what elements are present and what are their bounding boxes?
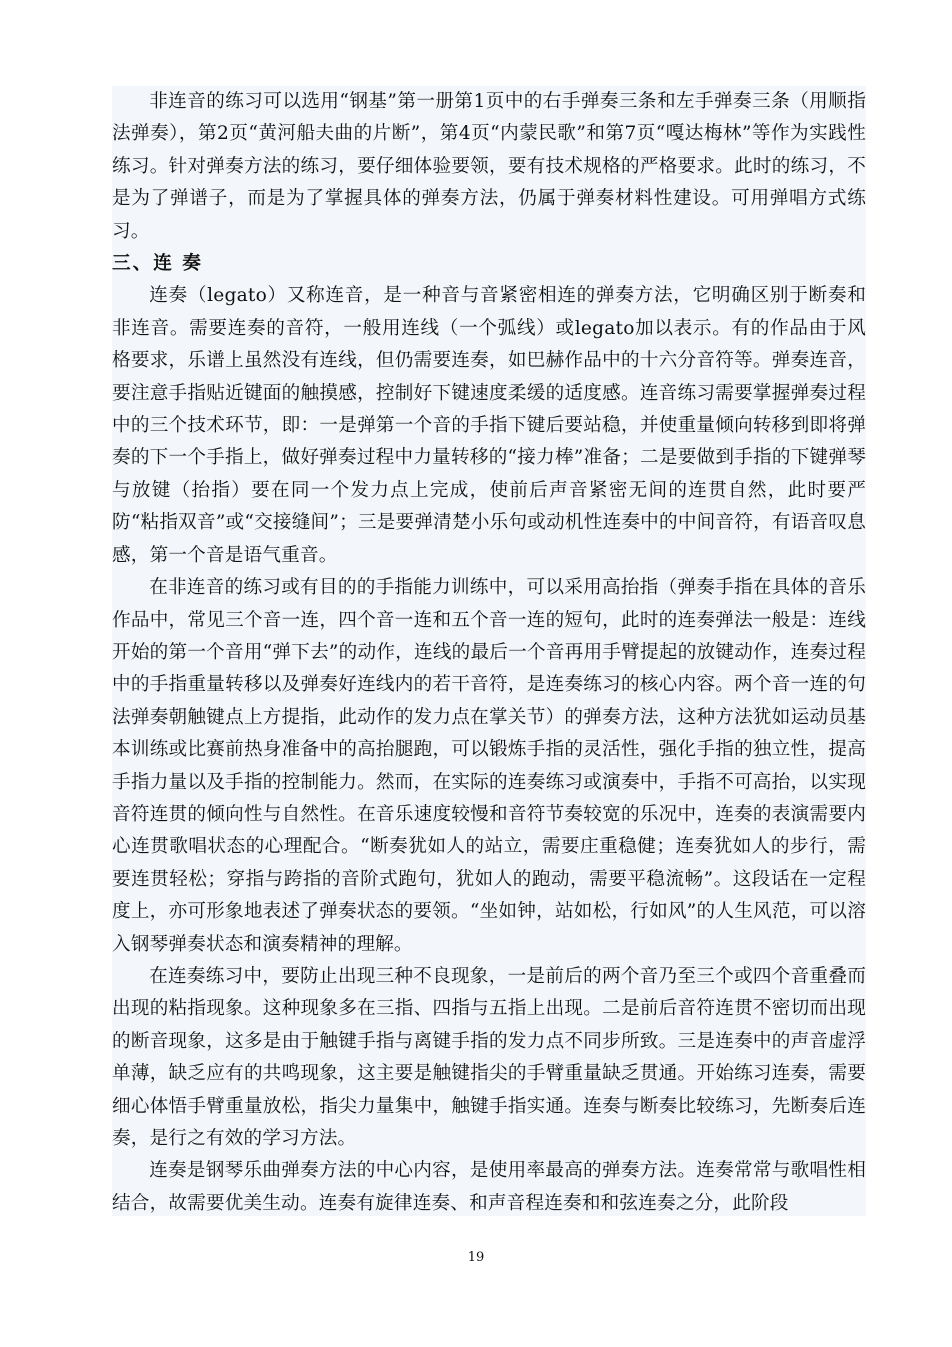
paragraph-legato-core: 连奏是钢琴乐曲弹奏方法的中心内容，是使用率最高的弹奏方法。连奏常常与歌唱性相结合，故需要优美生动。连奏有旋律连奏、和声音程连奏和和弦连奏之分，此阶段 <box>112 1160 866 1214</box>
section-heading-legato: 三、连 奏 <box>112 253 203 275</box>
paragraph-high-finger-training: 在非连音的练习或有目的的手指能力训练中，可以采用高抬指（弹奏手指在具体的音乐作品中，常见三个音一连，四个音一连和五个音一连的短句，此时的连奏弹法一般是：连线开始的第一个音用“弹下去”的动作，连线的最后一个音再用手臂提起的放键动作，连奏过程中的手指重量转移以及弹奏好连线内的若干音符，是连奏练习的核心内容。两个音一连的句法弹奏朝触键点上方提指，此动作的发力点在掌关节）的弹奏方法，这种方法犹如运动员基本训练或比赛前热身准备中的高抬腿跑，可以锻炼手指的灵活性，强化手指的独立性，提高手指力量以及手指的控制能力。然而，在实际的连奏练习或演奏中，手指不可高抬，以实现音符连贯的倾向性与自然性。在音乐速度较慢和音符节奏较宽的乐况中，连奏的表演需要内心连贯歌唱状态的心理配合。“断奏犹如人的站立，需要庄重稳健；连奏犹如人的步行，需要连贯轻松；穿指与跨指的音阶式跑句，犹如人的跑动，需要平稳流畅”。这段话在一定程度上，亦可形象地表述了弹奏状态的要领。“坐如钟，站如松，行如风”的人生风范，可以溶入钢琴弹奏状态和演奏精神的理解。 <box>112 577 866 955</box>
page-number: 19 <box>467 1250 485 1265</box>
page-body <box>112 86 866 1216</box>
paragraph-non-legato-practice: 非连音的练习可以选用“钢基”第一册第1页中的右手弹奏三条和左手弹奏三条（用顺指法弹奏），第2页“黄河船夫曲的片断”，第4页“内蒙民歌”和第7页“嘎达梅林”等作为实践性练习。针对弹奏方法的练习，要仔细体验要领，要有技术规格的严格要求。此时的练习，不是为了弹谱子，而是为了掌握具体的弹奏方法，仍属于弹奏材料性建设。可用弹唱方式练习。 <box>112 91 866 242</box>
paragraph-legato-faults: 在连奏练习中，要防止出现三种不良现象，一是前后的两个音乃至三个或四个音重叠而出现的粘指现象。这种现象多在三指、四指与五指上出现。二是前后音符连贯不密切而出现的断音现象，这多是由于触键手指与离键手指的发力点不同步所致。三是连奏中的声音虚浮单薄，缺乏应有的共鸣现象，这主要是触键指尖的手臂重量缺乏贯通。开始练习连奏，需要细心体悟手臂重量放松，指尖力量集中，触键手指实通。连奏与断奏比较练习，先断奏后连奏，是行之有效的学习方法。 <box>112 965 866 1149</box>
paragraph-legato-definition: 连奏（legato）又称连音，是一种音与音紧密相连的弹奏方法，它明确区别于断奏和非连音。需要连奏的音符，一般用连线（一个弧线）或legato加以表示。有的作品由于风格要求，乐谱上虽然没有连线，但仍需要连奏，如巴赫作品中的十六分音符等。弹奏连音，要注意手指贴近键面的触摸感，控制好下键速度柔缓的适度感。连音练习需要掌握弹奏过程中的三个技术环节，即：一是弹第一个音的手指下键后要站稳，并使重量倾向转移到即将弹奏的下一个手指上，做好弹奏过程中力量转移的“接力棒”准备；二是要做到手指的下键弹琴与放键（抬指）要在同一个发力点上完成，使前后声音紧密无间的连贯自然，此时要严防“粘指双音”或“交接缝间”；三是要弹清楚小乐句或动机性连奏中的中间音符，有语音叹息感，第一个音是语气重音。 <box>112 285 866 566</box>
